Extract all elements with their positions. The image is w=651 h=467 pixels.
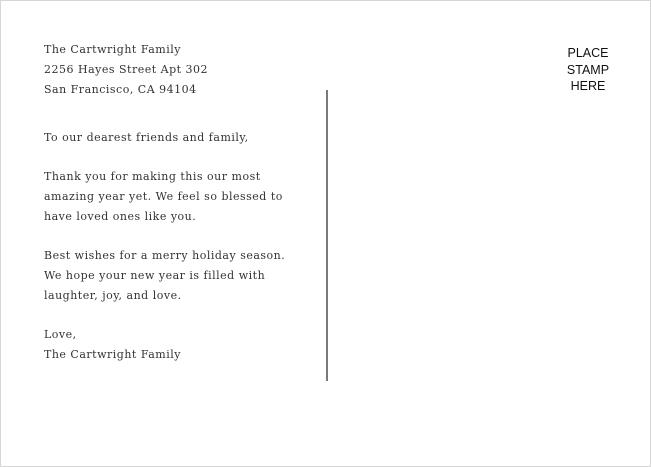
- message-line: We hope your new year is filled with: [44, 269, 266, 282]
- return-address-street: 2256 Hayes Street Apt 302: [44, 63, 209, 76]
- message-line: amazing year yet. We feel so blessed to: [44, 190, 283, 203]
- message-body: [44, 128, 285, 365]
- closing-text: Love,: [44, 328, 77, 341]
- message-line: laughter, joy, and love.: [44, 289, 182, 302]
- stamp-line: PLACE: [567, 46, 609, 60]
- signature-text: The Cartwright Family: [44, 348, 181, 361]
- message-greeting: To our dearest friends and family,: [44, 131, 249, 144]
- message-paragraph-2: [44, 246, 285, 306]
- message-line: have loved ones like you.: [44, 210, 197, 223]
- return-address-city: San Francisco, CA 94104: [44, 83, 197, 96]
- return-address-name: The Cartwright Family: [44, 43, 181, 56]
- stamp-line: STAMP: [566, 62, 610, 77]
- message-line: Best wishes for a merry holiday season.: [44, 249, 286, 262]
- message-line: Thank you for making this our most: [44, 170, 261, 183]
- message-closing: [44, 325, 285, 365]
- stamp-placeholder: [557, 45, 619, 95]
- stamp-line: HERE: [570, 79, 606, 93]
- center-divider: [326, 90, 328, 381]
- message-paragraph-1: [44, 167, 285, 227]
- return-address: [44, 40, 208, 100]
